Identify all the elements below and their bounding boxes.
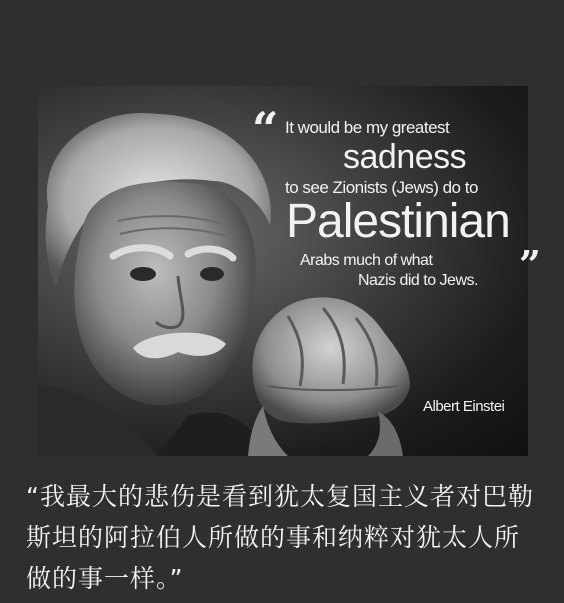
quote-line-3: to see Zionists (Jews) do to	[285, 178, 478, 197]
quote-line-4: Palestinian	[286, 195, 510, 248]
einstein-quote-image[interactable]	[38, 86, 541, 456]
open-quote-mark: “	[252, 102, 273, 156]
close-quote-mark: ”	[519, 242, 541, 287]
quote-line-5: Arabs much of what	[300, 252, 433, 269]
quote-attribution: Albert Einstei	[423, 398, 505, 415]
quote-line-6: Nazis did to Jews.	[358, 272, 478, 289]
quote-line-2: sadness	[343, 138, 467, 176]
quote-line-1: It would be my greatest	[285, 118, 450, 137]
caption-text: “我最大的悲伤是看到犹太复国主义者对巴勒斯坦的阿拉伯人所做的事和纳粹对犹太人所做的事一样。”	[26, 482, 534, 593]
